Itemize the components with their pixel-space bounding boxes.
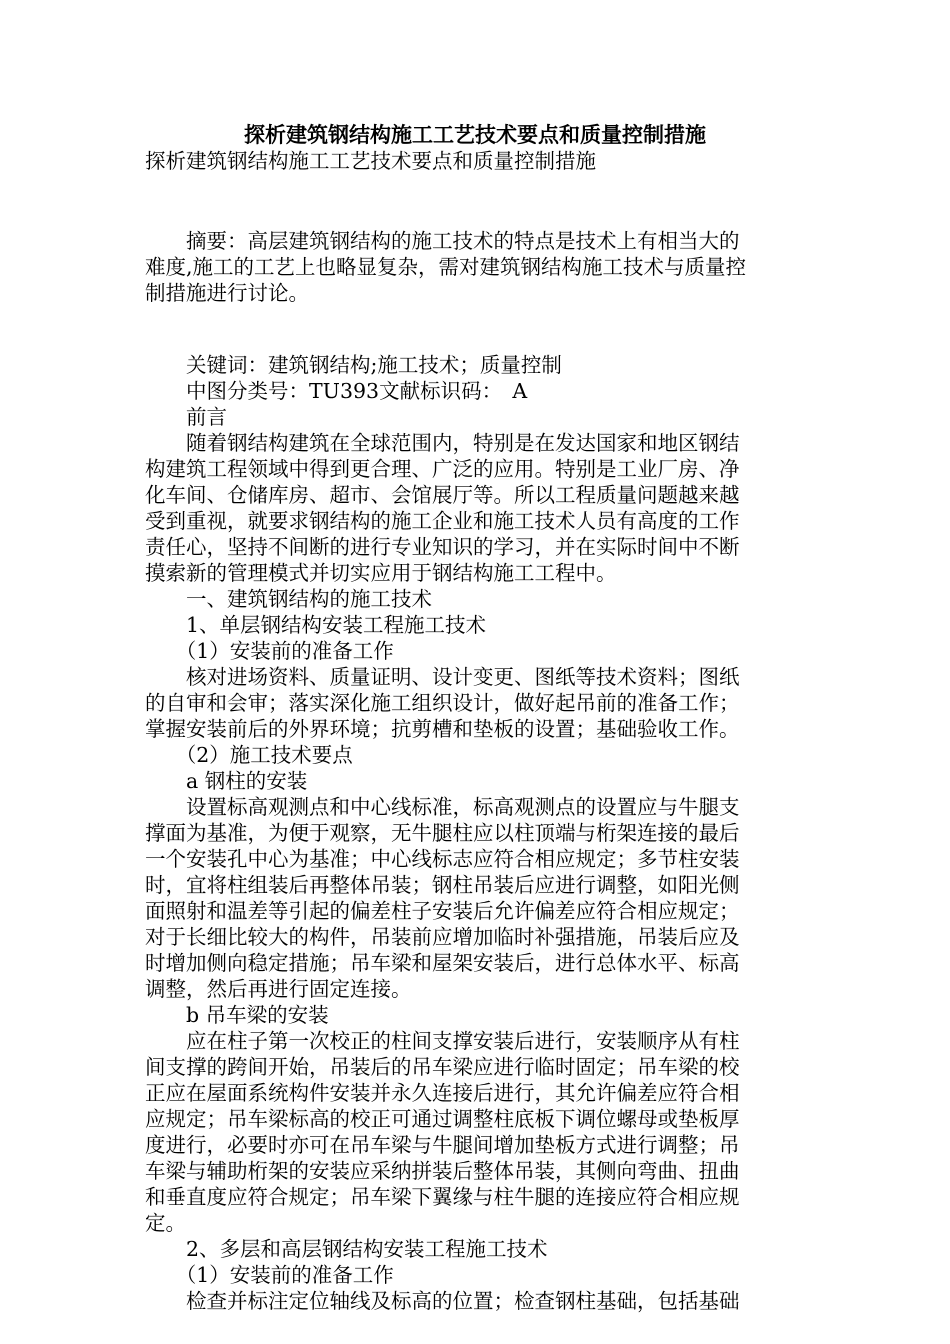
body-line: 车梁与辅助桁架的安装应采纳拼装后整体吊装，其侧向弯曲、扭曲: [145, 1159, 740, 1183]
body-line: 检查并标注定位轴线及标高的位置；检查钢柱基础，包括基础: [145, 1289, 740, 1313]
body-line: 核对进场资料、质量证明、设计变更、图纸等技术资料；图纸: [145, 665, 740, 689]
body-line: 时增加侧向稳定措施；吊车梁和屋架安装后，进行总体水平、标高: [145, 951, 740, 975]
body-line: 责任心，坚持不间断的进行专业知识的学习，并在实际时间中不断: [145, 535, 740, 559]
body-line: 2、多层和高层钢结构安装工程施工技术: [145, 1237, 548, 1261]
body-line: 度进行，必要时亦可在吊车梁与牛腿间增加垫板方式进行调整；吊: [145, 1133, 740, 1157]
body-line: 制措施进行讨论。: [145, 281, 309, 305]
body-line: 掌握安装前后的外界环境；抗剪槽和垫板的设置；基础验收工作。: [145, 717, 740, 741]
body-line: 关键词：建筑钢结构;施工技术；质量控制: [145, 353, 562, 377]
body-line: 对于长细比较大的构件，吊装前应增加临时补强措施，吊装后应及: [145, 925, 740, 949]
body-line: 摸索新的管理模式并切实应用于钢结构施工工程中。: [145, 561, 617, 585]
body-line: 应规定；吊车梁标高的校正可通过调整柱底板下调位螺母或垫板厚: [145, 1107, 740, 1131]
body-line: 一个安装孔中心为基准；中心线标志应符合相应规定；多节柱安装: [145, 847, 740, 871]
body-line: 正应在屋面系统构件安装并永久连接后进行，其允许偏差应符合相: [145, 1081, 740, 1105]
body-line: 时，宜将柱组装后再整体吊装；钢柱吊装后应进行调整，如阳光侧: [145, 873, 740, 897]
body-line: 摘要：高层建筑钢结构的施工技术的特点是技术上有相当大的: [145, 229, 740, 253]
body-line: 构建筑工程领域中得到更合理、广泛的应用。特别是工业厂房、净: [145, 457, 740, 481]
body-line: 面照射和温差等引起的偏差柱子安装后允许偏差应符合相应规定；: [145, 899, 740, 923]
body-line: 难度,施工的工艺上也略显复杂，需对建筑钢结构施工技术与质量控: [145, 255, 747, 279]
body-line: 应在柱子第一次校正的柱间支撑安装后进行，安装顺序从有柱: [145, 1029, 740, 1053]
body-line: 受到重视，就要求钢结构的施工企业和施工技术人员有高度的工作: [145, 509, 740, 533]
body-line: 化车间、仓储库房、超市、会馆展厅等。所以工程质量问题越来越: [145, 483, 740, 507]
body-line: 的自审和会审；落实深化施工组织设计，做好起吊前的准备工作；: [145, 691, 740, 715]
body-line: （1）安装前的准备工作: [145, 639, 394, 663]
body-line: 探析建筑钢结构施工工艺技术要点和质量控制措施: [145, 149, 596, 173]
body-line: 间支撑的跨间开始，吊装后的吊车梁应进行临时固定；吊车梁的校: [145, 1055, 740, 1079]
body-line: 和垂直度应符合规定；吊车梁下翼缘与柱牛腿的连接应符合相应规: [145, 1185, 740, 1209]
body-line: 设置标高观测点和中心线标准，标高观测点的设置应与牛腿支: [145, 795, 740, 819]
body-line: 调整，然后再进行固定连接。: [145, 977, 412, 1001]
body-line: b 吊车梁的安装: [145, 1003, 329, 1027]
body-line: （1）安装前的准备工作: [145, 1263, 394, 1287]
body-line: a 钢柱的安装: [145, 769, 308, 793]
body-line: 撑面为基准，为便于观察，无牛腿柱应以柱顶端与桁架连接的最后: [145, 821, 740, 845]
body-line: 一、建筑钢结构的施工技术: [145, 587, 432, 611]
body-line: （2）施工技术要点: [145, 743, 353, 767]
body-line: 随着钢结构建筑在全球范围内，特别是在发达国家和地区钢结: [145, 431, 740, 455]
body-line: 中图分类号：TU393文献标识码： A: [145, 379, 528, 403]
body-line: 定。: [145, 1211, 186, 1235]
body-line: 前言: [145, 405, 227, 429]
document-title: 探析建筑钢结构施工工艺技术要点和质量控制措施: [244, 122, 706, 147]
body-line: 1、单层钢结构安装工程施工技术: [145, 613, 487, 637]
